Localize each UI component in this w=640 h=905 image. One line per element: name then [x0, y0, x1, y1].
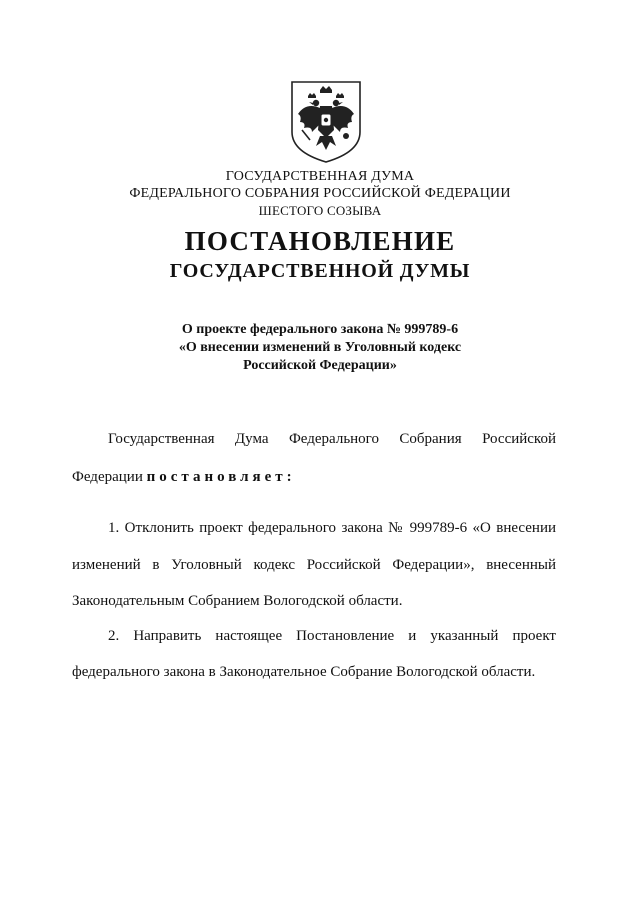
preamble-resolves: постановляет: [146, 469, 296, 485]
document-subtitle: ГОСУДАРСТВЕННОЙ ДУМЫ [169, 260, 471, 282]
header-line-3: ШЕСТОГО СОЗЫВА [258, 203, 382, 218]
russian-coat-of-arms-icon [290, 80, 362, 164]
subject-line-1: О проекте федерального закона № 999789-6 [181, 322, 459, 337]
item-2-line-1: 2. Направить настоящее Постановление и указанный проект [108, 628, 556, 644]
header-line-1: ГОСУДАРСТВЕННАЯ ДУМА [225, 169, 415, 184]
header-line-2: ФЕДЕРАЛЬНОГО СОБРАНИЯ РОССИЙСКОЙ ФЕДЕРАЦИИ [129, 186, 511, 201]
item-1-line-1: 1. Отклонить проект федерального закона № 999789-6 «О внесении [108, 520, 556, 536]
preamble-line-1: Государственная Дума Федерального Собрания Российской [108, 431, 556, 447]
item-1-line-3: Законодательным Собранием Вологодской области. [72, 593, 403, 609]
subject-line-2: «О внесении изменений в Уголовный кодекс [178, 340, 462, 355]
item-1-line-2: изменений в Уголовный кодекс Российской Федерации», внесенный [72, 557, 556, 573]
preamble-line-2 [72, 468, 556, 486]
preamble-line-2-start: Федерации [72, 469, 147, 485]
item-2-line-2: федерального закона в Законодательное Собрание Вологодской области. [72, 664, 536, 680]
subject-line-3: Российской Федерации» [243, 358, 397, 373]
document-title: ПОСТАНОВЛЕНИЕ [184, 226, 456, 256]
